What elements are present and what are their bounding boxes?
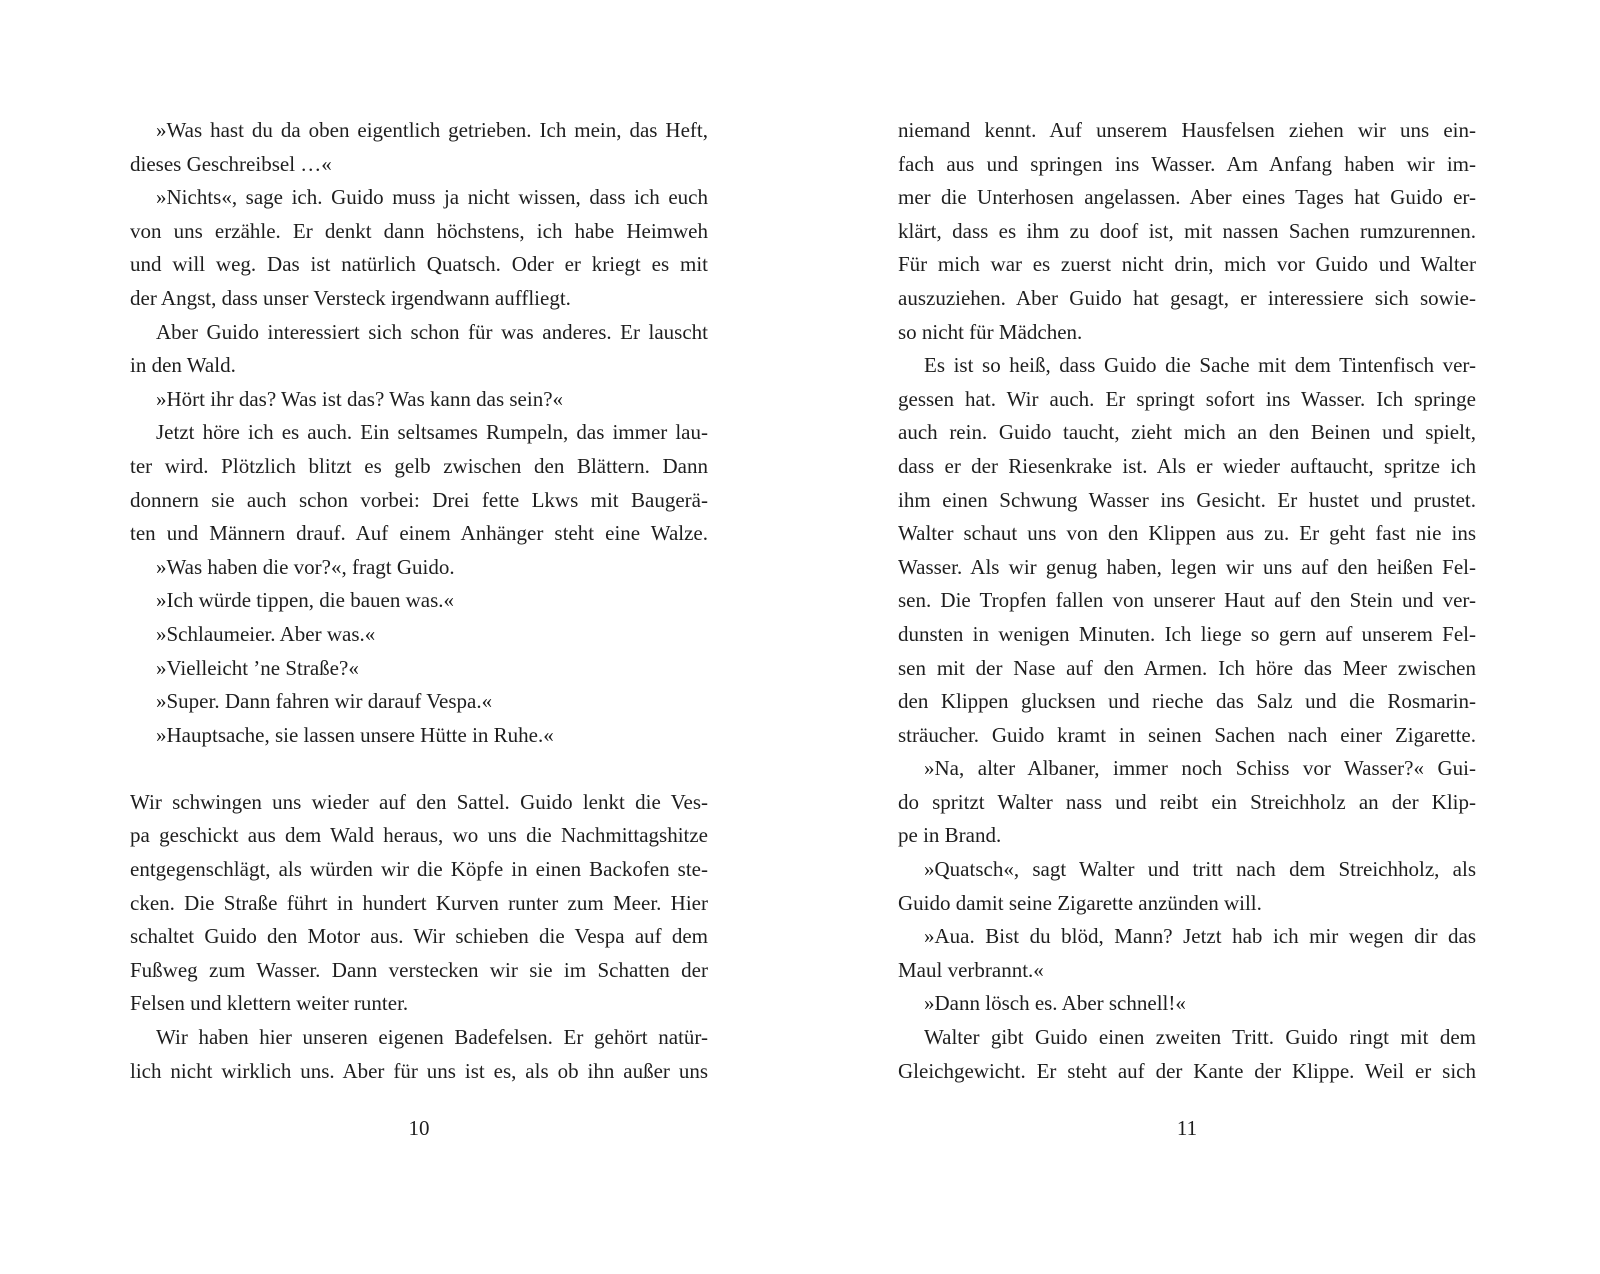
text-line: »Nichts«, sage ich. Guido muss ja nicht wissen, dass ich euch <box>156 185 708 210</box>
text-line: in den Wald. <box>130 353 236 378</box>
text-line: Walter gibt Guido einen zweiten Tritt. Guido ringt mit dem <box>924 1025 1476 1050</box>
text-line: Walter schaut uns von den Klippen aus zu. Er geht fast nie ins <box>898 521 1476 546</box>
text-line: so nicht für Mädchen. <box>898 319 1083 344</box>
page-number-left: 10 <box>408 1116 430 1140</box>
text-line: »Hört ihr das? Was ist das? Was kann das sein?« <box>156 386 564 411</box>
text-line: gessen hat. Wir auch. Er springt sofort ins Wasser. Ich springe <box>898 386 1476 411</box>
text-line: Wir haben hier unseren eigenen Badefelsen. Er gehört natür- <box>156 1025 708 1050</box>
text-line: Für mich war es zuerst nicht drin, mich vor Guido und Walter <box>898 252 1476 277</box>
text-line: niemand kennt. Auf unserem Hausfelsen ziehen wir uns ein- <box>898 118 1476 142</box>
text-line: lich nicht wirklich uns. Aber für uns ist es, als ob ihn außer uns <box>130 1058 708 1083</box>
text-line: »Hauptsache, sie lassen unsere Hütte in Ruhe.« <box>156 722 554 747</box>
text-line: »Schlaumeier. Aber was.« <box>156 621 376 646</box>
text-line: der Angst, dass unser Versteck irgendwann auffliegt. <box>130 285 571 310</box>
text-line: cken. Die Straße führt in hundert Kurven runter zum Meer. Hier <box>130 890 708 915</box>
text-line: »Was hast du da oben eigentlich getrieben. Ich mein, das Heft, <box>156 118 708 142</box>
text-line: »Dann lösch es. Aber schnell!« <box>924 991 1186 1016</box>
text-line: Fußweg zum Wasser. Dann verstecken wir sie im Schatten der <box>130 957 708 982</box>
left-page <box>130 114 708 1154</box>
text-line: dieses Geschreibsel …« <box>130 151 332 176</box>
text-line: und will weg. Das ist natürlich Quatsch. Oder er kriegt es mit <box>130 252 708 277</box>
text-line: »Na, alter Albaner, immer noch Schiss vor Wasser?« Gui- <box>924 756 1476 781</box>
text-line: sträucher. Guido kramt in seinen Sachen nach einer Zigarette. <box>898 722 1476 747</box>
text-line: klärt, dass es ihm zu doof ist, mit nassen Sachen rumzurennen. <box>898 218 1476 243</box>
text-line: ten und Männern drauf. Auf einem Anhänger steht eine Walze. <box>130 521 708 546</box>
text-line: »Ich würde tippen, die bauen was.« <box>156 588 454 613</box>
text-line: »Super. Dann fahren wir darauf Vespa.« <box>156 689 493 714</box>
text-line: ter wird. Plötzlich blitzt es gelb zwischen den Blättern. Dann <box>130 453 708 478</box>
text-line: Gleichgewicht. Er steht auf der Kante der Klippe. Weil er sich <box>898 1058 1476 1083</box>
text-line: »Was haben die vor?«, fragt Guido. <box>156 554 455 579</box>
text-line: dunsten in wenigen Minuten. Ich liege so gern auf unserem Fel- <box>898 621 1476 646</box>
text-line: Es ist so heiß, dass Guido die Sache mit dem Tintenfisch ver- <box>924 353 1476 378</box>
text-line: Felsen und klettern weiter runter. <box>130 991 409 1016</box>
text-line: mer die Unterhosen angelassen. Aber eines Tages hat Guido er- <box>898 185 1476 210</box>
text-line: fach aus und springen ins Wasser. Am Anfang haben wir im- <box>898 151 1476 176</box>
text-line: den Klippen glucksen und rieche das Salz und die Rosmarin- <box>898 689 1476 714</box>
text-line: entgegenschlägt, als würden wir die Köpfe in einen Backofen ste- <box>130 857 708 882</box>
text-line: Maul verbrannt.« <box>898 957 1044 982</box>
text-line: sen. Die Tropfen fallen von unserer Haut auf den Stein und ver- <box>898 588 1476 613</box>
text-line: auch rein. Guido taucht, zieht mich an den Beinen und spielt, <box>898 420 1476 445</box>
text-line: »Vielleicht ’ne Straße?« <box>156 655 359 680</box>
text-line: ihm einen Schwung Wasser ins Gesicht. Er hustet und prustet. <box>898 487 1476 512</box>
text-line: sen mit der Nase auf den Armen. Ich höre das Meer zwischen <box>898 655 1476 680</box>
text-line: Aber Guido interessiert sich schon für was anderes. Er lauscht <box>156 319 708 344</box>
right-page-text <box>898 114 1476 1088</box>
text-line: Wasser. Als wir genug haben, legen wir uns auf den heißen Fel- <box>898 554 1476 579</box>
page-number-right: 11 <box>1176 1116 1198 1140</box>
text-line: dass er der Riesenkrake ist. Als er wieder auftaucht, spritze ich <box>898 453 1476 478</box>
text-line: donnern sie auch schon vorbei: Drei fette Lkws mit Baugerä- <box>130 487 708 512</box>
text-line: do spritzt Walter nass und reibt ein Streichholz an der Klip- <box>898 789 1476 814</box>
text-line: Guido damit seine Zigarette anzünden will. <box>898 890 1262 915</box>
text-line: schaltet Guido den Motor aus. Wir schieben die Vespa auf dem <box>130 924 708 949</box>
text-line: pe in Brand. <box>898 823 1002 848</box>
text-line: »Aua. Bist du blöd, Mann? Jetzt hab ich mir wegen dir das <box>924 924 1476 949</box>
text-line: Jetzt höre ich es auch. Ein seltsames Rumpeln, das immer lau- <box>156 420 708 445</box>
text-line: auszuziehen. Aber Guido hat gesagt, er interessiere sich sowie- <box>898 285 1476 310</box>
right-page <box>898 114 1476 1154</box>
text-line: von uns erzähle. Er denkt dann höchstens, ich habe Heimweh <box>130 218 708 243</box>
text-line: »Quatsch«, sagt Walter und tritt nach dem Streichholz, als <box>924 857 1476 882</box>
text-line: Wir schwingen uns wieder auf den Sattel. Guido lenkt die Ves- <box>130 789 708 814</box>
text-line: pa geschickt aus dem Wald heraus, wo uns die Nachmittagshitze <box>130 823 708 848</box>
left-page-text <box>130 114 708 1088</box>
